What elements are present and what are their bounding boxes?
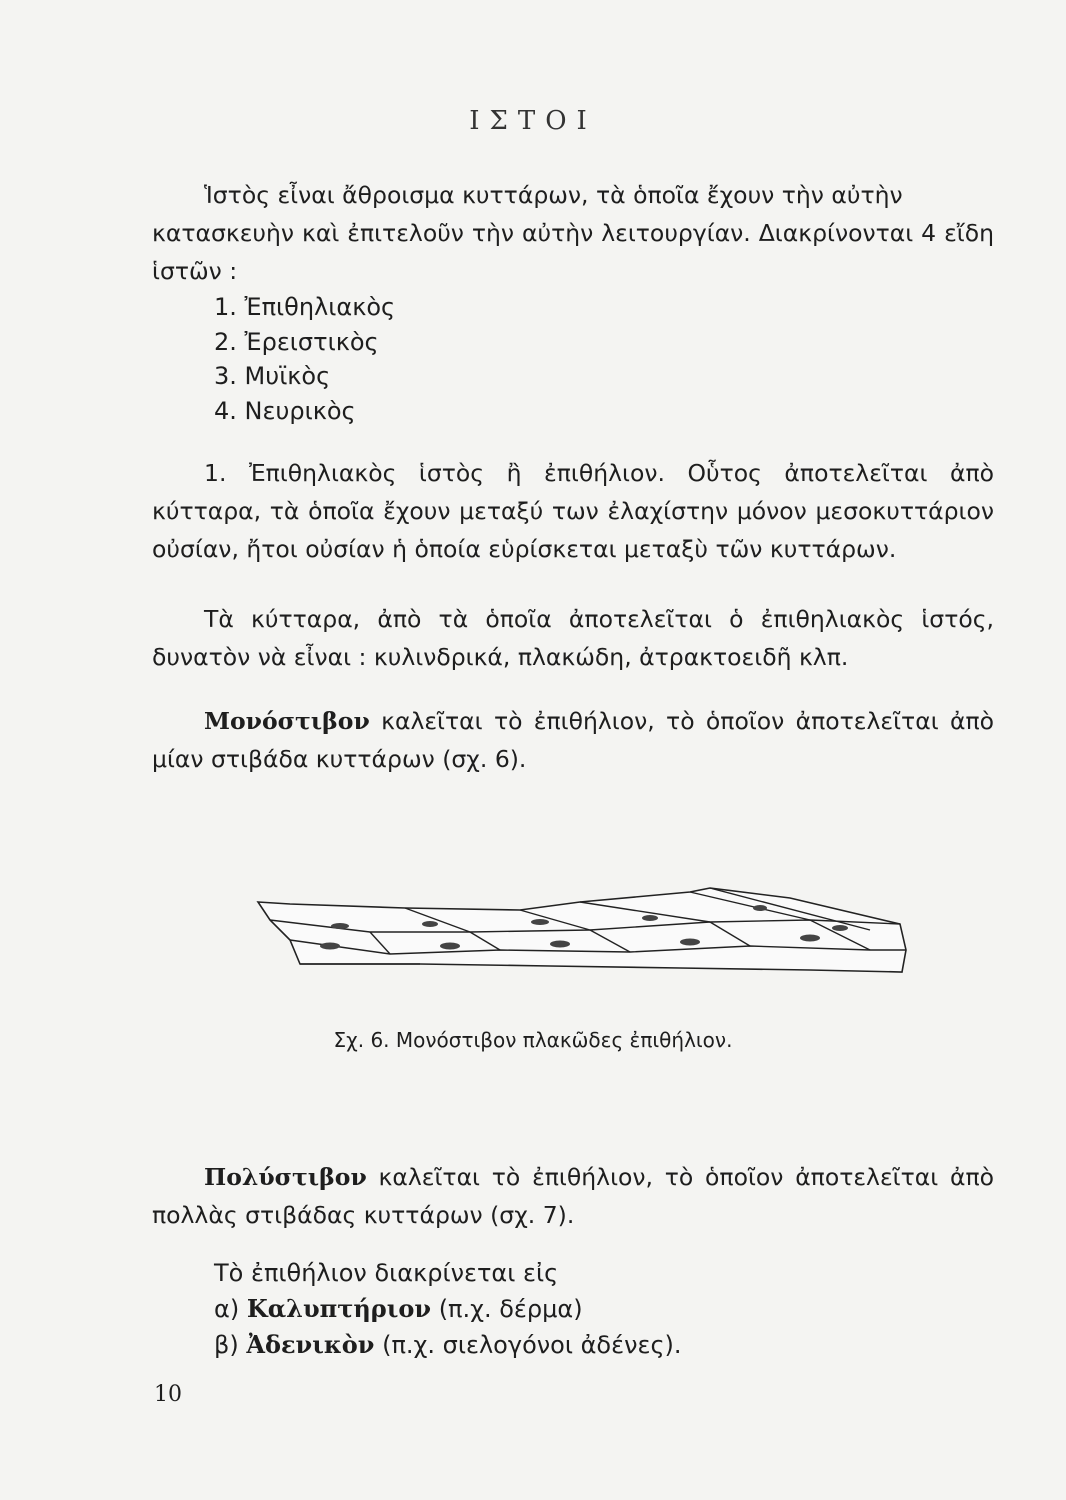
division-item-a (214, 1291, 682, 1327)
page-number: 10 (154, 1382, 182, 1407)
intro-first-line: Ἱστὸς εἶναι ἄθροισμα κυττάρων, τὰ ὁποῖα ἔχουν τὴν αὐτὴν (204, 181, 903, 209)
item-a-term: Καλυπτήριον (246, 1294, 432, 1323)
tissue-types-list (214, 290, 395, 428)
list-item: 3. Μυϊκὸς (214, 362, 331, 390)
epithelial-paragraph: 1. Ἐπιθηλιακὸς ἱστὸς ἢ ἐπιθήλιον. Οὗτος ἀποτελεῖται ἀπὸ κύτταρα, τὰ ὁποῖα ἔχουν μεταξύ των ἐλαχίστην μόνον μεσοκυττάριον οὐσίαν, ἤτοι οὐσίαν ἡ ὁποία εὑρίσκεται μεταξὺ τῶν κυττάρων. (152, 459, 994, 563)
intro-rest: κατασκευὴν καὶ ἐπιτελοῦν τὴν αὐτὴν λειτουργίαν. Διακρίνονται 4 εἴδη ἱστῶν : (152, 219, 994, 285)
figure-caption: Σχ. 6. Μονόστιβον πλακῶδες ἐπιθήλιον. (333, 1028, 733, 1052)
list-item: 2. Ἐρειστικὸς (214, 327, 379, 356)
item-a-example: (π.χ. δέρμα) (438, 1295, 583, 1323)
division-intro: Τὸ ἐπιθήλιον διακρίνεται εἰς (214, 1259, 559, 1287)
cell-shapes-paragraph: Τὰ κύτταρα, ἀπὸ τὰ ὁποῖα ἀποτελεῖται ὁ ἐπιθηλιακὸς ἱστός, δυνατὸν νὰ εἶναι : κυλινδρικά, πλακώδη, ἀτρακτοειδῆ κλπ. (152, 605, 994, 671)
division-block (214, 1256, 682, 1363)
list-item: 1. Ἐπιθηλιακὸς (214, 293, 396, 321)
item-b-prefix: β) (214, 1331, 239, 1359)
polystivon-paragraph (152, 1158, 994, 1234)
polystivon-text: καλεῖται τὸ ἐπιθήλιον, τὸ ὁποῖον ἀποτελεῖται ἀπὸ πολλὰς στιβάδας κυττάρων (σχ. 7). (152, 1163, 994, 1229)
item-b-example: (π.χ. σιελογόνοι ἀδένες). (382, 1331, 682, 1359)
item-a-prefix: α) (214, 1295, 240, 1323)
division-item-b (214, 1327, 682, 1363)
epithelium-figure (250, 880, 910, 990)
polystivon-term: Πολύστιβον (204, 1163, 367, 1191)
monostivon-paragraph (152, 702, 994, 778)
page-title: ΙΣΤΟΙ (469, 106, 597, 136)
item-b-term: Ἀδενικὸν (246, 1330, 375, 1359)
monostivon-text: καλεῖται τὸ ἐπιθήλιον, τὸ ὁποῖον ἀποτελεῖται ἀπὸ μίαν στιβάδα κυττάρων (σχ. 6). (152, 707, 994, 773)
monostivon-term: Μονόστιβον (204, 707, 370, 735)
intro-paragraph (152, 176, 994, 290)
list-item: 4. Νευρικὸς (214, 396, 356, 425)
